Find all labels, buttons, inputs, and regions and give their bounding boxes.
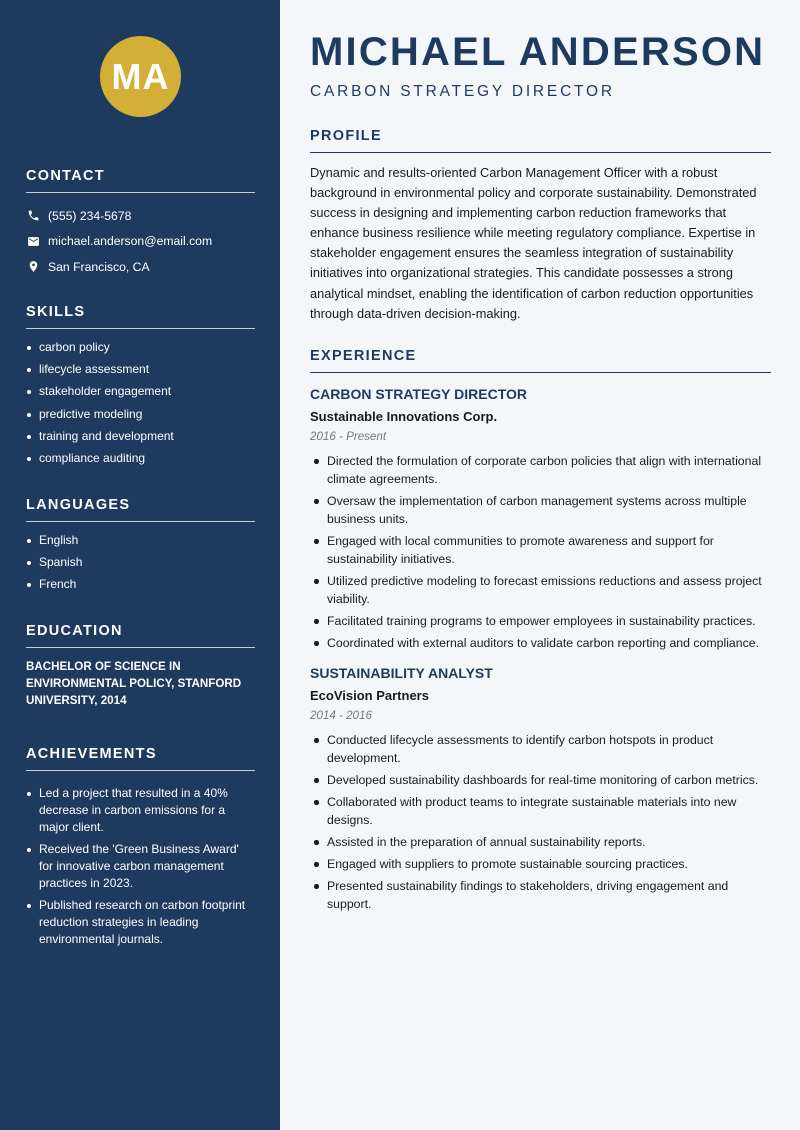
- experience-heading: EXPERIENCE: [310, 348, 771, 373]
- job-dates: 2016 - Present: [310, 430, 387, 443]
- profile-heading: PROFILE: [310, 128, 771, 153]
- email-text[interactable]: michael.anderson@email.com: [48, 234, 213, 249]
- achievement-item: Received the 'Green Business Award' for innovative carbon management practices in 2023.: [26, 841, 255, 892]
- candidate-name: MICHAEL ANDERSON: [310, 30, 766, 74]
- job-bullet: Facilitated training programs to empower employees in sustainability practices.: [310, 612, 771, 630]
- job-bullet: Directed the formulation of corporate carbon policies that align with international climate agreements.: [310, 452, 771, 488]
- achievements-list: [26, 785, 255, 948]
- skill-item: predictive modeling: [26, 406, 255, 423]
- job-company: EcoVision Partners: [310, 688, 429, 703]
- job-bullet: Coordinated with external auditors to validate carbon reporting and compliance.: [310, 634, 771, 652]
- languages-section: [26, 497, 255, 599]
- phone-text: (555) 234-5678: [48, 208, 132, 223]
- skill-item: training and development: [26, 428, 255, 445]
- avatar-initials: MA: [100, 36, 181, 117]
- achievement-item: Published research on carbon footprint reduction strategies in leading environmental journals.: [26, 897, 255, 948]
- location-icon: [26, 260, 40, 274]
- education-entry: BACHELOR OF SCIENCE IN ENVIRONMENTAL POLICY, STANFORD UNIVERSITY, 2014: [26, 660, 242, 707]
- contact-section: [26, 168, 255, 280]
- language-item: English: [26, 532, 255, 549]
- language-item: French: [26, 576, 255, 593]
- skill-item: lifecycle assessment: [26, 361, 255, 378]
- job-bullet: Oversaw the implementation of carbon management systems across multiple business units.: [310, 492, 771, 528]
- skills-list: [26, 339, 255, 467]
- skills-heading: SKILLS: [26, 304, 255, 329]
- job-company: Sustainable Innovations Corp.: [310, 409, 498, 424]
- job-bullet: Conducted lifecycle assessments to identify carbon hotspots in product development.: [310, 731, 771, 767]
- job-bullet: Engaged with suppliers to promote sustainable sourcing practices.: [310, 855, 771, 873]
- job-bullet: Engaged with local communities to promote awareness and support for sustainability initiatives.: [310, 532, 771, 568]
- contact-phone: [26, 203, 255, 229]
- candidate-title: CARBON STRATEGY DIRECTOR: [310, 83, 615, 100]
- phone-icon: [26, 209, 40, 223]
- job-role: CARBON STRATEGY DIRECTOR: [310, 386, 528, 402]
- job-bullet: Assisted in the preparation of annual sustainability reports.: [310, 833, 771, 851]
- skill-item: stakeholder engagement: [26, 383, 255, 400]
- achievement-item: Led a project that resulted in a 40% decrease in carbon emissions for a major client.: [26, 785, 255, 836]
- job-bullet: Developed sustainability dashboards for real-time monitoring of carbon metrics.: [310, 771, 771, 789]
- job-entry: [310, 665, 771, 913]
- languages-heading: LANGUAGES: [26, 497, 255, 522]
- contact-location: [26, 254, 255, 280]
- achievements-section: [26, 746, 255, 954]
- sidebar: [0, 0, 280, 1130]
- languages-list: [26, 532, 255, 593]
- contact-heading: CONTACT: [26, 168, 255, 193]
- job-bullet: Presented sustainability findings to stakeholders, driving engagement and support.: [310, 877, 771, 913]
- email-icon: [26, 234, 40, 248]
- skill-item: compliance auditing: [26, 450, 255, 467]
- location-text: San Francisco, CA: [48, 259, 150, 274]
- profile-text: Dynamic and results-oriented Carbon Management Officer with a robust background in environmental policy and corporate sustainability. Demonstrated success in designing and implementing carbon reduction frameworks that enhance business resilience while meeting regulatory compliance. Expertise in stakeholder engagement ensures the seamless integration of sustainability initiatives into organizational strategies. This candidate possesses a strong analytical mindset, enabling the identification of carbon reduction opportunities through data-driven decision-making.: [310, 165, 757, 321]
- job-role: SUSTAINABILITY ANALYST: [310, 665, 493, 681]
- experience-section: [310, 348, 771, 917]
- job-entry: [310, 386, 771, 652]
- achievements-heading: ACHIEVEMENTS: [26, 746, 255, 771]
- skills-section: [26, 304, 255, 472]
- education-section: [26, 623, 255, 709]
- job-bullets: [310, 731, 771, 913]
- job-bullets: [310, 452, 771, 652]
- job-bullet: Collaborated with product teams to integrate sustainable materials into new designs.: [310, 793, 771, 829]
- contact-email: [26, 229, 255, 255]
- job-bullet: Utilized predictive modeling to forecast emissions reductions and assess project viability.: [310, 572, 771, 608]
- job-dates: 2014 - 2016: [310, 709, 372, 722]
- language-item: Spanish: [26, 554, 255, 571]
- contact-list: [26, 203, 255, 280]
- skill-item: carbon policy: [26, 339, 255, 356]
- profile-section: [310, 128, 771, 324]
- education-heading: EDUCATION: [26, 623, 255, 648]
